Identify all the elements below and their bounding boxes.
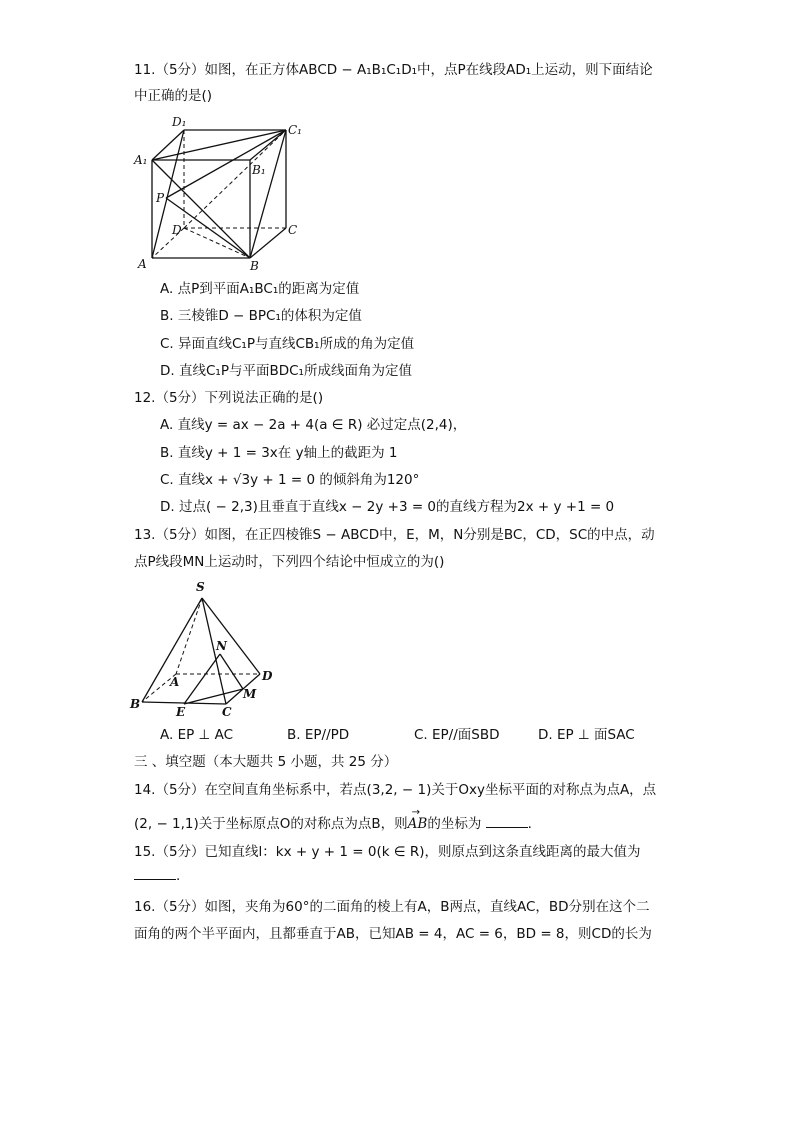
q11-option-b: B. 三棱锥D − BPC₁的体积为定值 bbox=[160, 308, 362, 324]
q12-stem: 12.（5分）下列说法正确的是() bbox=[134, 390, 324, 406]
label-D: D bbox=[172, 223, 182, 237]
label-B: B bbox=[130, 697, 141, 711]
q11-stem-line2: 中正确的是() bbox=[134, 88, 213, 104]
q14-stem-line2: (2, − 1,1)关于坐标原点O的对称点为点B，则 → AB的坐标为 . bbox=[134, 814, 532, 834]
label-S: S bbox=[196, 580, 205, 594]
q13-option-d: D. EP ⊥ 面SAC bbox=[538, 727, 635, 743]
q13-option-b: B. EP//PD bbox=[287, 727, 350, 743]
answer-blank-15[interactable] bbox=[134, 867, 176, 880]
q15-stem-line2: . bbox=[134, 866, 180, 886]
q14-text-a: (2, − 1,1)关于坐标原点O的对称点为点B，则 bbox=[134, 816, 408, 832]
q13-option-a: A. EP ⊥ AC bbox=[160, 727, 234, 743]
q12-option-b: B. 直线y + 1 = 3x在 y轴上的截距为 1 bbox=[160, 445, 398, 461]
q14-stem-line1: 14.（5分）在空间直角坐标系中，若点(3,2, − 1)关于Oxy坐标平面的对称点为点A，点 bbox=[134, 782, 657, 798]
label-E: E bbox=[176, 705, 186, 719]
vector-ab: → AB bbox=[408, 814, 428, 834]
q14-text-b: 的坐标为 bbox=[427, 816, 482, 832]
q11-option-a: A. 点P到平面A₁BC₁的距离为定值 bbox=[160, 281, 360, 297]
q13-stem-line2: 点P线段MN上运动时，下列四个结论中恒成立的为() bbox=[134, 554, 445, 570]
answer-blank-14[interactable] bbox=[486, 815, 528, 828]
q16-stem-line1: 16.（5分）如图，夹角为60°的二面角的棱上有A，B两点，直线AC，BD分别在这个二 bbox=[134, 899, 650, 915]
q11-option-d: D. 直线C₁P与平面BDC₁所成线面角为定值 bbox=[160, 363, 412, 379]
label-C1: C₁ bbox=[288, 123, 302, 137]
cube-figure bbox=[130, 112, 310, 272]
pyramid-figure bbox=[128, 578, 278, 720]
q11-option-c: C. 异面直线C₁P与直线CB₁所成的角为定值 bbox=[160, 336, 415, 352]
label-C: C bbox=[288, 223, 298, 237]
q16-stem-line2: 面角的两个半平面内，且都垂直于AB，已知AB = 4，AC = 6，BD = 8，则CD的长为 bbox=[134, 926, 652, 942]
q12-option-a: A. 直线y = ax − 2a + 4(a ∈ R) 必过定点(2,4)， bbox=[160, 417, 467, 433]
section-3-heading: 三 、填空题（本大题共 5 小题，共 25 分） bbox=[134, 754, 398, 770]
label-D1: D₁ bbox=[172, 115, 187, 129]
q13-option-c: C. EP//面SBD bbox=[414, 727, 500, 743]
q12-option-d: D. 过点( − 2,3)且垂直于直线x − 2y +3 = 0的直线方程为2x + y +1 = 0 bbox=[160, 499, 615, 515]
q13-stem-line1: 13.（5分）如图，在正四棱锥S − ABCD中，E，M，N分别是BC，CD，SC的中点，动 bbox=[134, 527, 655, 543]
label-A1: A₁ bbox=[134, 153, 148, 167]
label-P: P bbox=[156, 191, 165, 205]
label-D: D bbox=[262, 669, 273, 683]
label-B1: B₁ bbox=[252, 163, 266, 177]
label-A: A bbox=[170, 675, 180, 689]
q11-stem-line1: 11.（5分）如图，在正方体ABCD − A₁B₁C₁D₁中，点P在线段AD₁上运动，则下面结论 bbox=[134, 62, 653, 78]
label-A: A bbox=[138, 257, 147, 271]
vector-arrow-icon: → bbox=[411, 807, 421, 818]
label-B: B bbox=[250, 259, 259, 272]
label-N: N bbox=[216, 639, 227, 653]
label-C: C bbox=[222, 705, 232, 719]
label-M: M bbox=[243, 687, 257, 701]
q12-option-c: C. 直线x + √3y + 1 = 0 的倾斜角为120° bbox=[160, 472, 420, 488]
q15-stem-line1: 15.（5分）已知直线l：kx + y + 1 = 0(k ∈ R)，则原点到这条直线距离的最大值为 bbox=[134, 844, 641, 860]
